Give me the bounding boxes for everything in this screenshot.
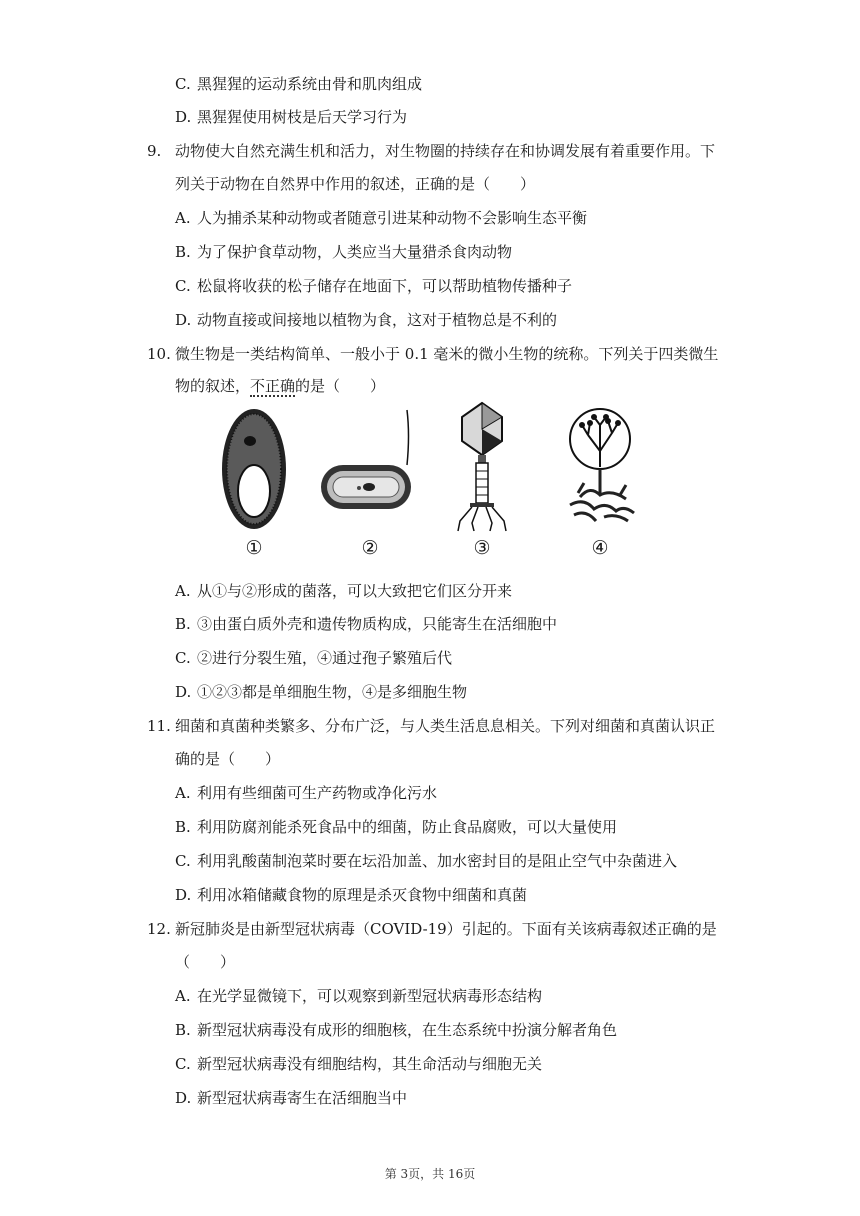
option-letter: C. <box>175 1055 191 1073</box>
figure-label-3: ③ <box>473 537 491 559</box>
option-letter: D. <box>175 1089 192 1107</box>
q9-option-c <box>175 276 572 296</box>
option-letter: D. <box>175 886 192 904</box>
option-letter: D. <box>175 108 192 126</box>
stem-text: 的是（ ） <box>295 377 386 395</box>
option-text: 利用防腐剂能杀死食品中的细菌，防止食品腐败，可以大量使用 <box>197 818 618 836</box>
q9-option-b <box>175 242 512 262</box>
option-letter: A. <box>175 987 191 1005</box>
option-letter: B. <box>175 1021 191 1039</box>
q8-option-d <box>175 107 407 127</box>
option-letter: C. <box>175 852 191 870</box>
option-text: 为了保护食草动物，人类应当大量猎杀食肉动物 <box>197 243 513 261</box>
q10-stem-line1: 微生物是一类结构简单、一般小于 0.1 毫米的微小生物的统称。下列关于四类微生 <box>175 345 719 363</box>
question-number: 9. <box>147 142 162 160</box>
option-text: 新型冠状病毒没有成形的细胞核，在生态系统中扮演分解者角色 <box>197 1021 618 1039</box>
q10-option-a <box>175 581 512 601</box>
yeast-cell-illustration <box>218 405 290 533</box>
option-text: ①②③都是单细胞生物，④是多细胞生物 <box>197 683 468 701</box>
option-text: 人为捕杀某种动物或者随意引进某种动物不会影响生态平衡 <box>197 209 588 227</box>
option-text: 利用乳酸菌制泡菜时要在坛沿加盖、加水密封目的是阻止空气中杂菌进入 <box>197 852 678 870</box>
option-letter: C. <box>175 277 191 295</box>
emphasis-text: 不正确 <box>250 377 296 395</box>
figure-label-4: ④ <box>591 537 609 559</box>
q10-option-c <box>175 648 452 668</box>
bacteriophage-illustration <box>452 399 512 533</box>
option-text: 新型冠状病毒没有细胞结构，其生命活动与细胞无关 <box>197 1055 543 1073</box>
option-text: 黑猩猩使用树枝是后天学习行为 <box>197 108 408 126</box>
option-letter: B. <box>175 818 191 836</box>
q11-stem-line1: 细菌和真菌种类繁多、分布广泛，与人类生活息息相关。下列对细菌和真菌认识正 <box>175 717 716 735</box>
option-text: 在光学显微镜下，可以观察到新型冠状病毒形态结构 <box>197 987 543 1005</box>
option-text: ③由蛋白质外壳和遗传物质构成，只能寄生在活细胞中 <box>197 615 558 633</box>
question-number: 11. <box>147 717 171 735</box>
option-text: ②进行分裂生殖，④通过孢子繁殖后代 <box>197 649 453 667</box>
q11-option-d <box>175 885 527 905</box>
q11-option-c <box>175 851 677 871</box>
option-text: 松鼠将收获的松子储存在地面下，可以帮助植物传播种子 <box>197 277 573 295</box>
option-text: 利用冰箱储藏食物的原理是杀灭食物中细菌和真菌 <box>197 886 528 904</box>
q10-stem-line2 <box>175 376 385 396</box>
q12-option-b <box>175 1020 617 1040</box>
option-letter: A. <box>175 582 191 600</box>
option-text: 动物直接或间接地以植物为食，这对于植物总是不利的 <box>197 311 558 329</box>
q12-option-c <box>175 1054 542 1074</box>
q10-option-d <box>175 682 467 702</box>
q9-stem-line2: 列关于动物在自然界中作用的叙述，正确的是（ ） <box>175 175 536 193</box>
option-text: 黑猩猩的运动系统由骨和肌肉组成 <box>197 75 423 93</box>
question-number: 10. <box>147 345 171 363</box>
q11-option-a <box>175 783 437 803</box>
option-letter: D. <box>175 683 192 701</box>
q12-option-a <box>175 986 542 1006</box>
q12-option-d <box>175 1088 407 1108</box>
figure-label-2: ② <box>361 537 379 559</box>
mold-illustration <box>560 405 640 533</box>
option-letter: C. <box>175 75 191 93</box>
stem-text: 物的叙述， <box>175 377 251 395</box>
option-letter: B. <box>175 615 191 633</box>
option-letter: D. <box>175 311 192 329</box>
option-letter: C. <box>175 649 191 667</box>
option-letter: A. <box>175 784 191 802</box>
q11-stem-line2: 确的是（ ） <box>175 750 281 768</box>
q9-option-d <box>175 310 557 330</box>
page-footer: 第 3页，共 16页 <box>384 1167 476 1181</box>
option-letter: B. <box>175 243 191 261</box>
q10-option-b <box>175 614 557 634</box>
question-number: 12. <box>147 920 171 938</box>
q12-stem-line2: （ ） <box>175 953 236 971</box>
q11-option-b <box>175 817 617 837</box>
bacterium-illustration <box>315 405 425 533</box>
option-letter: A. <box>175 209 191 227</box>
option-text: 从①与②形成的菌落，可以大致把它们区分开来 <box>197 582 513 600</box>
q8-option-c <box>175 74 422 94</box>
q9-option-a <box>175 208 587 228</box>
option-text: 利用有些细菌可生产药物或净化污水 <box>197 784 438 802</box>
q12-stem-line1: 新冠肺炎是由新型冠状病毒（COVID-19）引起的。下面有关该病毒叙述正确的是 <box>175 920 717 938</box>
option-text: 新型冠状病毒寄生在活细胞当中 <box>197 1089 408 1107</box>
figure-label-1: ① <box>245 537 263 559</box>
microorganism-figure <box>210 405 630 565</box>
q9-stem-line1: 动物使大自然充满生机和活力，对生物圈的持续存在和协调发展有着重要作用。下 <box>175 142 716 160</box>
